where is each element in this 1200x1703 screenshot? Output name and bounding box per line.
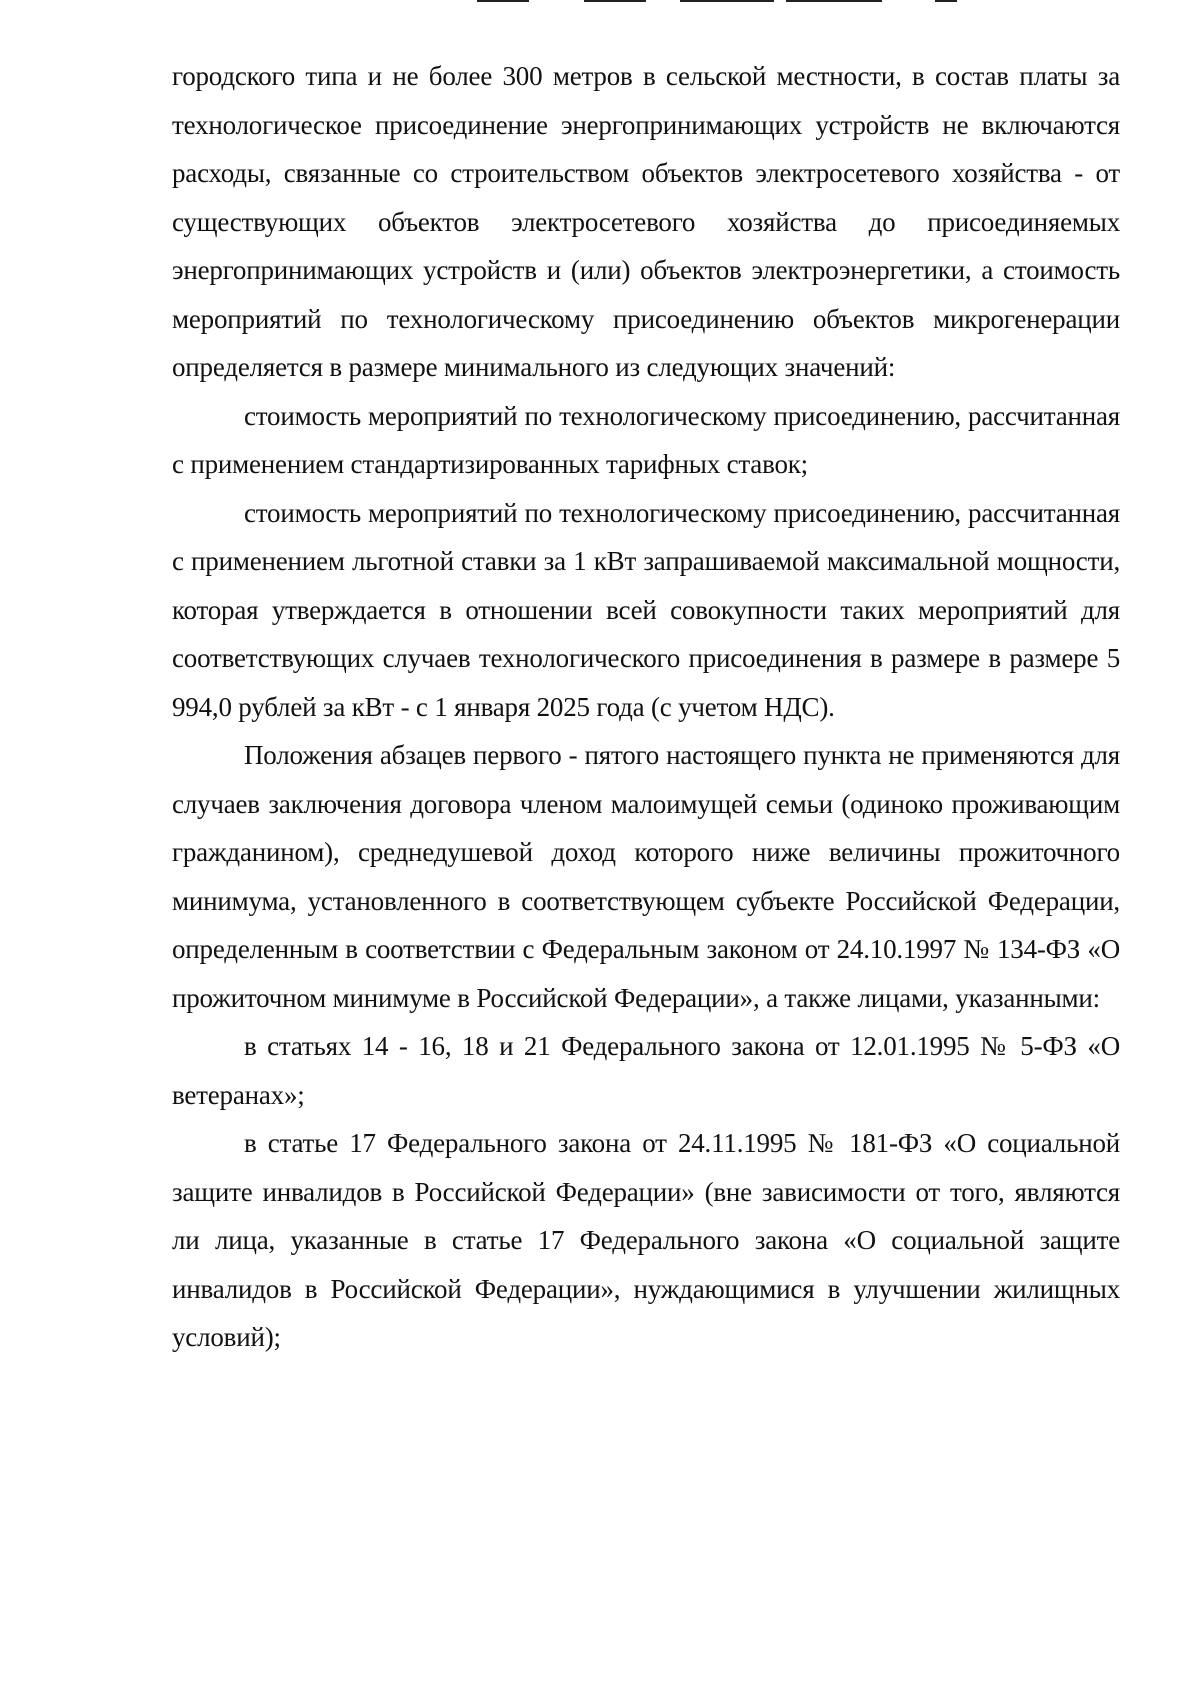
- top-edge-marks: [0, 0, 1200, 6]
- top-edge-mark: [584, 0, 646, 2]
- paragraph-continuation: городского типа и не более 300 метров в сельской местности, в состав платы за технологическое присоединение энергопринимающих устройств не включаются расходы, связанные со строительством объектов электросетевого хозяйства - от существующих объектов электросетевого хозяйства до присоединяемых энергопринимающих устройств и (или) объектов электроэнергетики, а стоимость мероприятий по технологическому присоединению объектов микрогенерации определяется в размере минимального из следующих значений:: [172, 61, 1120, 382]
- top-edge-mark: [935, 0, 957, 2]
- paragraph-veterans-law: в статьях 14 - 16, 18 и 21 Федерального закона от 12.01.1995 № 5-ФЗ «О ветеранах»;: [172, 1031, 1120, 1110]
- document-body: [172, 52, 1120, 1362]
- top-edge-mark: [477, 0, 529, 2]
- paragraph-disabled-law: в статье 17 Федерального закона от 24.11.1995 № 181-ФЗ «О социальной защите инвалидов в Российской Федерации» (вне зависимости от того, являются ли лица, указанные в статье 17 Федерального закона «О социальной защите инвалидов в Российской Федерации», нуждающимися в улучшении жилищных условий);: [172, 1128, 1120, 1352]
- paragraph-exceptions: Положения абзацев первого - пятого настоящего пункта не применяются для случаев заключения договора членом малоимущей семьи (одиноко проживающим гражданином), среднедушевой доход которого ниже величины прожиточного минимума, установленного в соответствующем субъекте Российской Федерации, определенным в соответствии с Федеральным законом от 24.10.1997 № 134-ФЗ «О прожиточном минимуме в Российской Федерации», а также лицами, указанными:: [172, 740, 1120, 1013]
- paragraph-preferential-rate: стоимость мероприятий по технологическому присоединению, рассчитанная с применением льготной ставки за 1 кВт запрашиваемой максимальной мощности, которая утверждается в отношении всей совокупности таких мероприятий для соответствующих случаев технологического присоединения в размере в размере 5 994,0 рублей за кВт - с 1 января 2025 года (с учетом НДС).: [172, 497, 1120, 722]
- top-edge-mark: [786, 0, 882, 2]
- top-edge-mark: [680, 0, 774, 2]
- paragraph-standard-rates: стоимость мероприятий по технологическому присоединению, рассчитанная с применением стандартизированных тарифных ставок;: [172, 400, 1120, 479]
